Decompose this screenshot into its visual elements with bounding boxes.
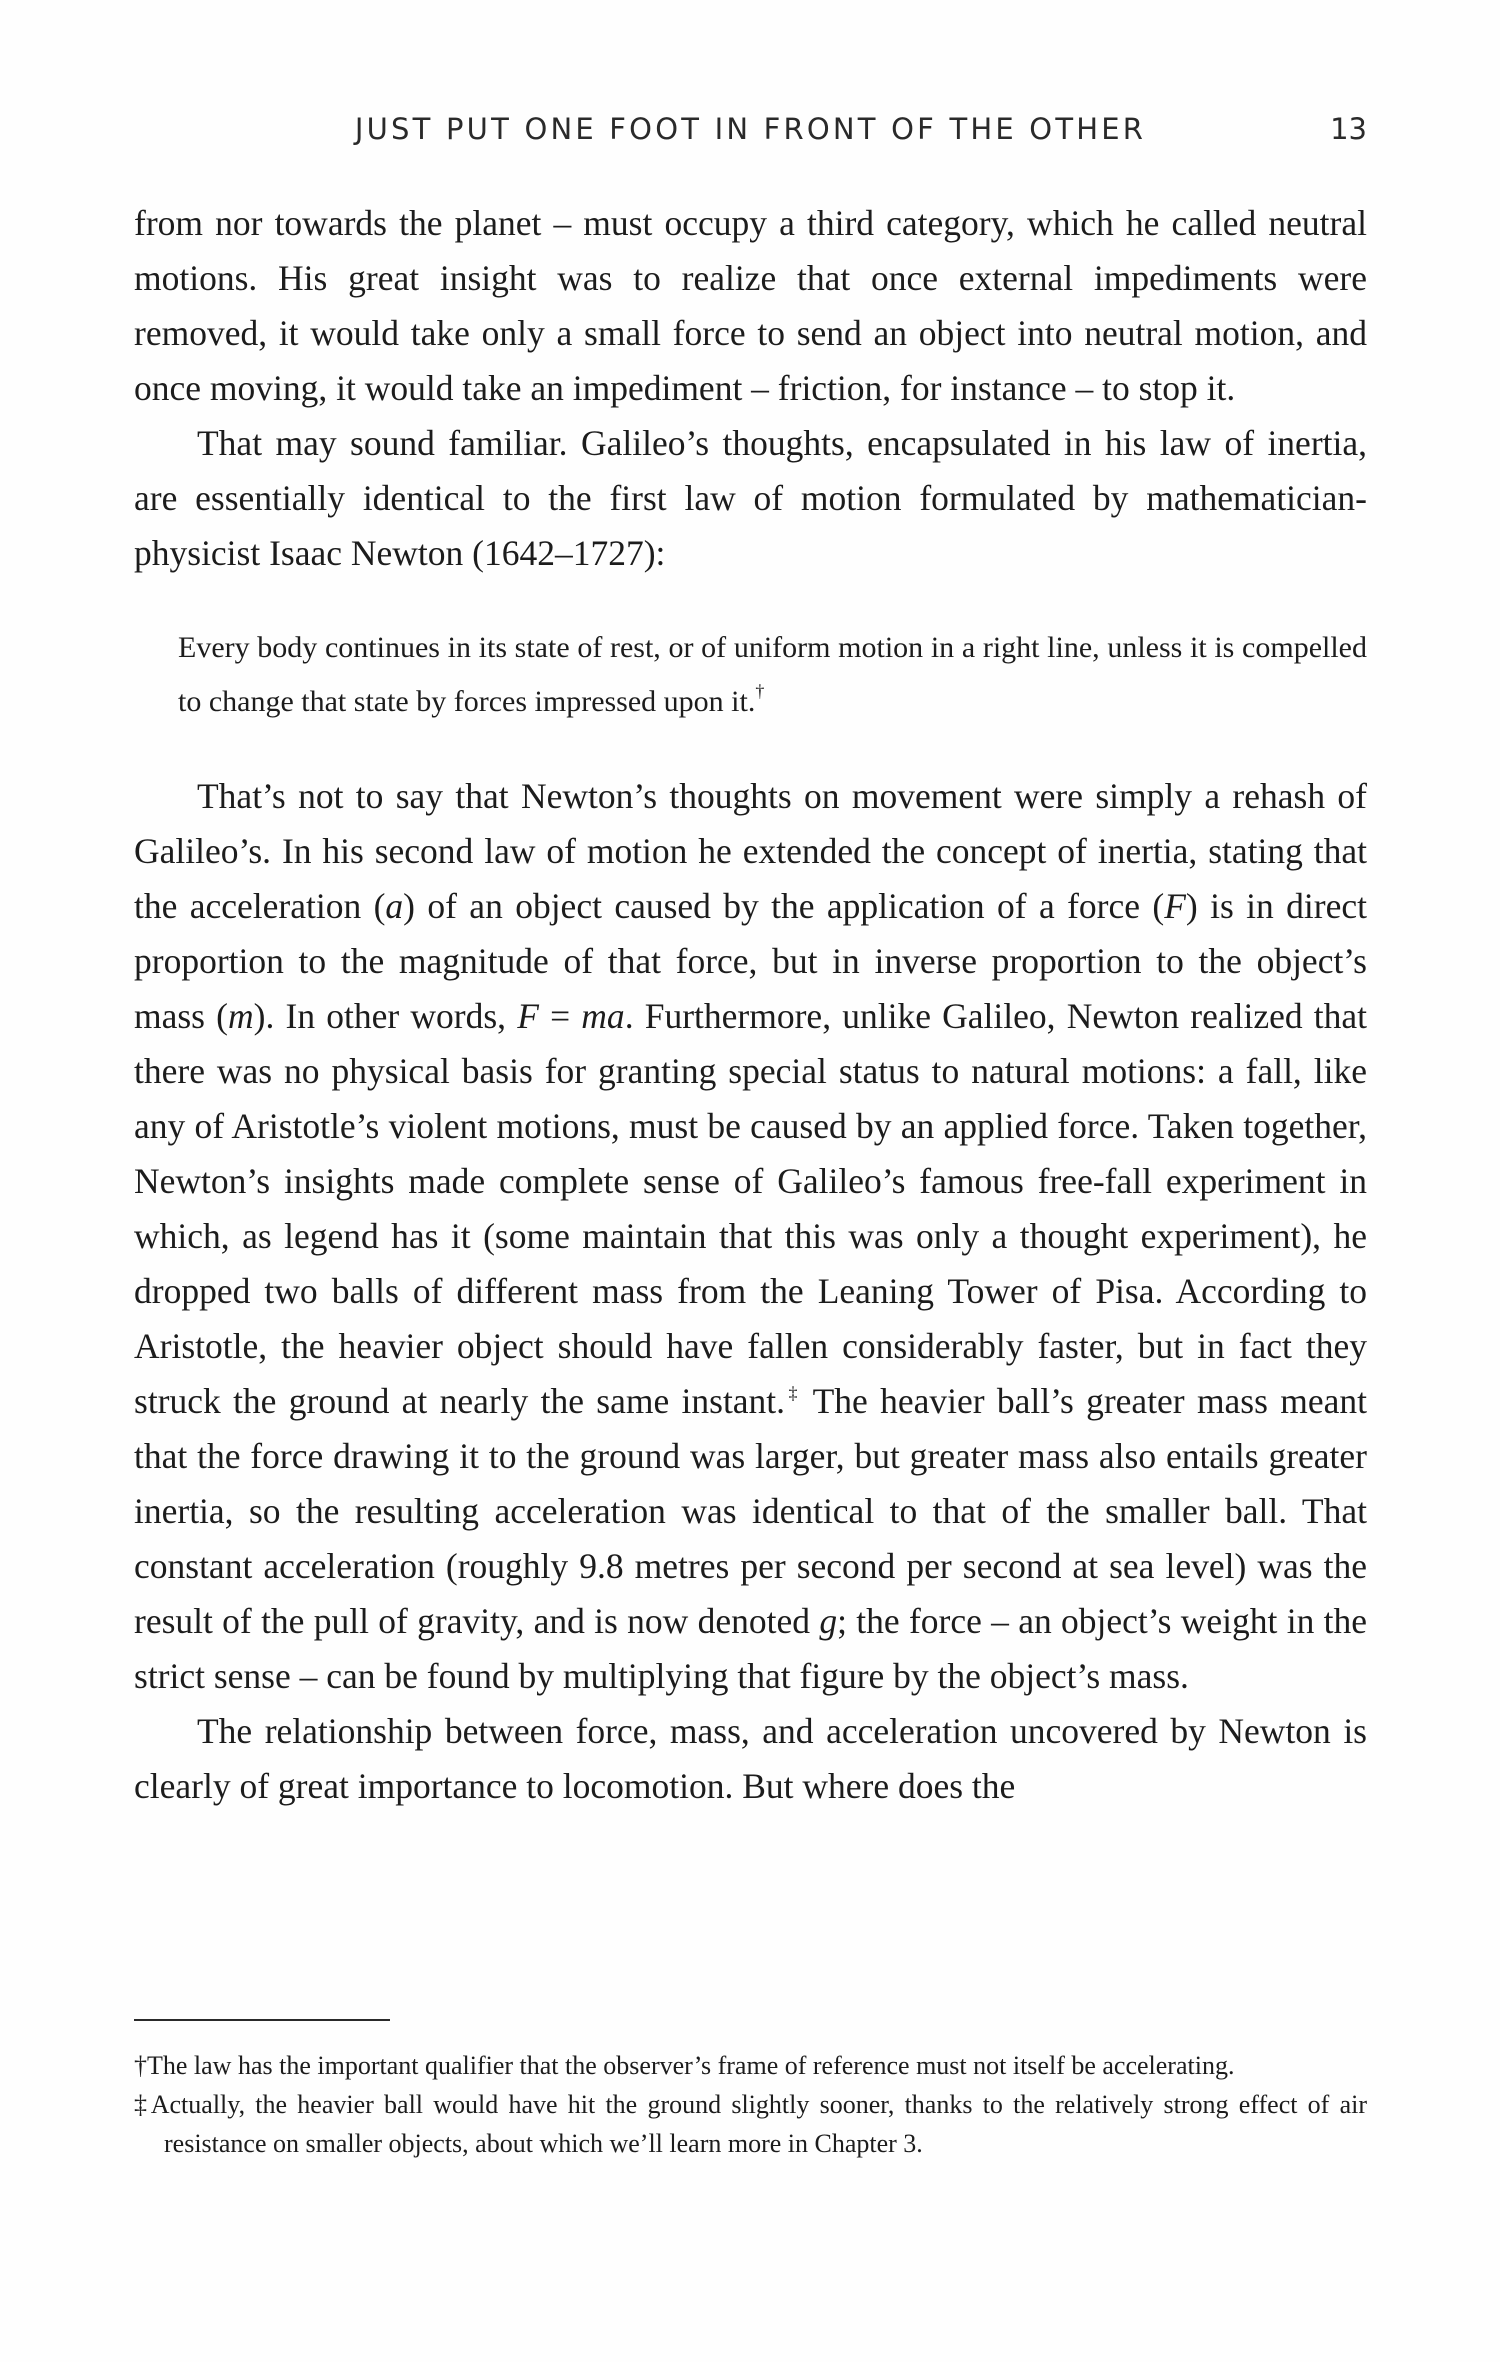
footnote-text: Actually, the heavier ball would have hit the ground slightly sooner, thanks to the relatively strong effect of air resistance on smaller objects, about which we’ll learn more in Chapter 3. [150, 2090, 1367, 2158]
body-text [134, 196, 1367, 1814]
footnote-dagger [134, 2046, 1367, 2085]
equation-ma: ma [581, 996, 625, 1036]
equation-force: F [517, 996, 539, 1036]
footnotes [134, 2046, 1367, 2163]
page-number: 13 [1330, 112, 1367, 146]
newton-first-law-quote [178, 621, 1367, 729]
paragraph-continued: from nor towards the planet – must occupy a third category, which he called neutral motions. His great insight was to realize that once external impediments were removed, it would take only a small force to send an object into neutral motion, and once moving, it would take an impediment – friction, for instance – to stop it. [134, 203, 1367, 408]
running-head [134, 112, 1367, 152]
paragraph-newton-second-law: That’s not to say that Newton’s thoughts on movement were simply a rehash of Galileo’s. In his second law of motion he extended the concept of inertia, stating that the acceleration (a) of an object caused by the application of a force (F) is in direct proportion to the magnitude of that force, but in inverse proportion to the object’s mass (m). In other words, F = ma. Furthermore, unlike Galileo, Newton realized that there was no physical basis for granting special status to natural motions: a fall, like any of Aristotle’s violent motions, must be caused by an applied force. Taken together, Newton’s insights made complete sense of Galileo’s famous free-fall experiment in which, as legend has it (some maintain that this was only a thought experiment), he dropped two balls of different mass from the Leaning Tower of Pisa. According to Aristotle, the heavier object should have fallen considerably faster, but in fact they struck the ground at nearly the same instant.‡ The heavier ball’s greater mass meant that the force drawing it to the ground was larger, but greater mass also entails greater inertia, so the resulting acceleration was identical to that of the smaller ball. That constant acceleration (roughly 9.8 metres per second per second at sea level) was the result of the pull of gravity, and is now denoted g; the force – an object’s weight in the strict sense – can be found by multiplying that figure by the object’s mass. [134, 776, 1368, 1696]
symbol-acceleration: a [385, 886, 404, 926]
footnote-text: The law has the important qualifier that the observer’s frame of reference must not itself be accelerating. [147, 2051, 1235, 2080]
running-title: JUST PUT ONE FOOT IN FRONT OF THE OTHER [354, 112, 1147, 146]
paragraph-locomotion: The relationship between force, mass, and acceleration uncovered by Newton is clearly of great importance to locomotion. But where does the [134, 1711, 1367, 1806]
symbol-force: F [1164, 886, 1186, 926]
footnote-mark: ‡ [134, 2090, 151, 2119]
footnote-ref-double-dagger: ‡ [785, 1383, 801, 1403]
footnote-divider [134, 2019, 390, 2021]
symbol-gravity: g [819, 1601, 838, 1641]
footnote-mark: † [134, 2051, 147, 2080]
quote-text: Every body continues in its state of rest, or of uniform motion in a right line, unless it is compelled to change that state by forces impressed upon it. [178, 631, 1367, 718]
footnote-ref-dagger: † [755, 681, 765, 701]
footnote-double-dagger [134, 2085, 1367, 2163]
paragraph-galileo-inertia: That may sound familiar. Galileo’s thoughts, encapsulated in his law of inertia, are essentially identical to the first law of motion formulated by mathematician-physicist Isaac Newton (1642–1727): [134, 423, 1367, 573]
symbol-mass: m [228, 996, 254, 1036]
